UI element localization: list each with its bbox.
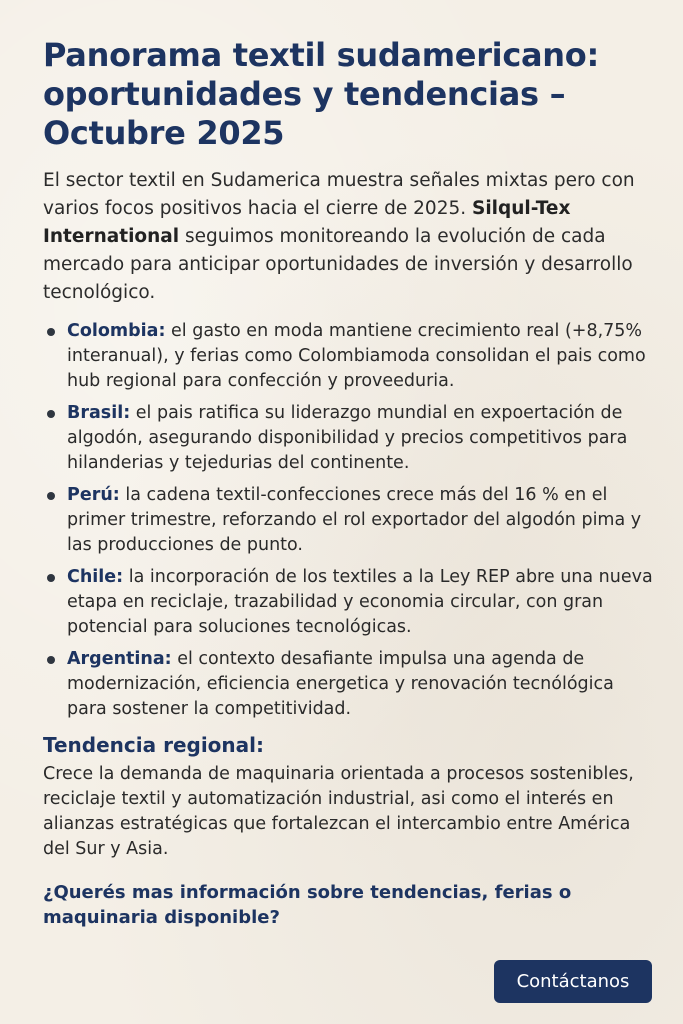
list-item-argentina [43, 647, 653, 722]
list-item-colombia [43, 319, 653, 394]
intro-paragraph [43, 167, 653, 307]
country-list [43, 319, 653, 722]
cta-question: ¿Querés mas información sobre tendencias, ferias o maquinaria disponible? [43, 882, 572, 928]
country-text: el contexto desafiante impulsa una agenda de modernización, eficiencia energetica y renovación tecnólógica para sostener la competitividad. [67, 649, 614, 719]
country-name: Colombia: [67, 321, 166, 341]
regional-trend-heading: Tendencia regional: [43, 733, 265, 757]
country-text: el pais ratifica su liderazgo mundial en expoertación de algodón, asegurando disponibilidad y precios competitivos para hilanderias y tejedurias del continente. [67, 403, 628, 473]
bullet-icon [47, 328, 55, 336]
country-name: Perú: [67, 485, 120, 505]
list-item-chile [43, 565, 653, 640]
country-text: la incorporación de los textiles a la Ley REP abre una nueva etapa en reciclaje, trazabilidad y economia circular, con gran potencial para soluciones tecnológicas. [67, 567, 653, 637]
country-name: Argentina: [67, 649, 172, 669]
country-text: la cadena textil-confecciones crece más del 16 % en el primer trimestre, reforzando el rol exportador del algodón pima y las producciones de punto. [67, 485, 642, 555]
country-name: Chile: [67, 567, 124, 587]
intro-text-end: seguimos monitoreando la evolución de cada mercado para anticipar oportunidades de inversión y desarrollo tecnológico. [43, 226, 633, 303]
bullet-icon [47, 574, 55, 582]
list-item-brasil [43, 401, 653, 476]
regional-trend-text: Crece la demanda de maquinaria orientada a procesos sostenibles, reciclaje textil y automatización industrial, asi como el interés en alianzas estratégicas que fortalezcan el intercambio entre América del Sur y Asia. [43, 764, 634, 859]
list-item-peru [43, 483, 653, 558]
intro-text-start: El sector textil en Sudamerica muestra señales mixtas pero con varios focos positivos hacia el cierre de 2025. [43, 170, 635, 219]
contact-button[interactable]: Contáctanos [494, 960, 652, 1003]
company-name: Silqul-Tex International [43, 198, 571, 247]
bullet-icon [47, 656, 55, 664]
country-name: Brasil: [67, 403, 131, 423]
bullet-icon [47, 492, 55, 500]
page-title: Panorama textil sudamericano: oportunidades y tendencias – Octubre 2025 [43, 36, 599, 152]
bullet-icon [47, 410, 55, 418]
country-text: el gasto en moda mantiene crecimiento real (+8,75% interanual), y ferias como Colombiamoda consolidan el pais como hub regional para confección y proveeduria. [67, 321, 646, 391]
